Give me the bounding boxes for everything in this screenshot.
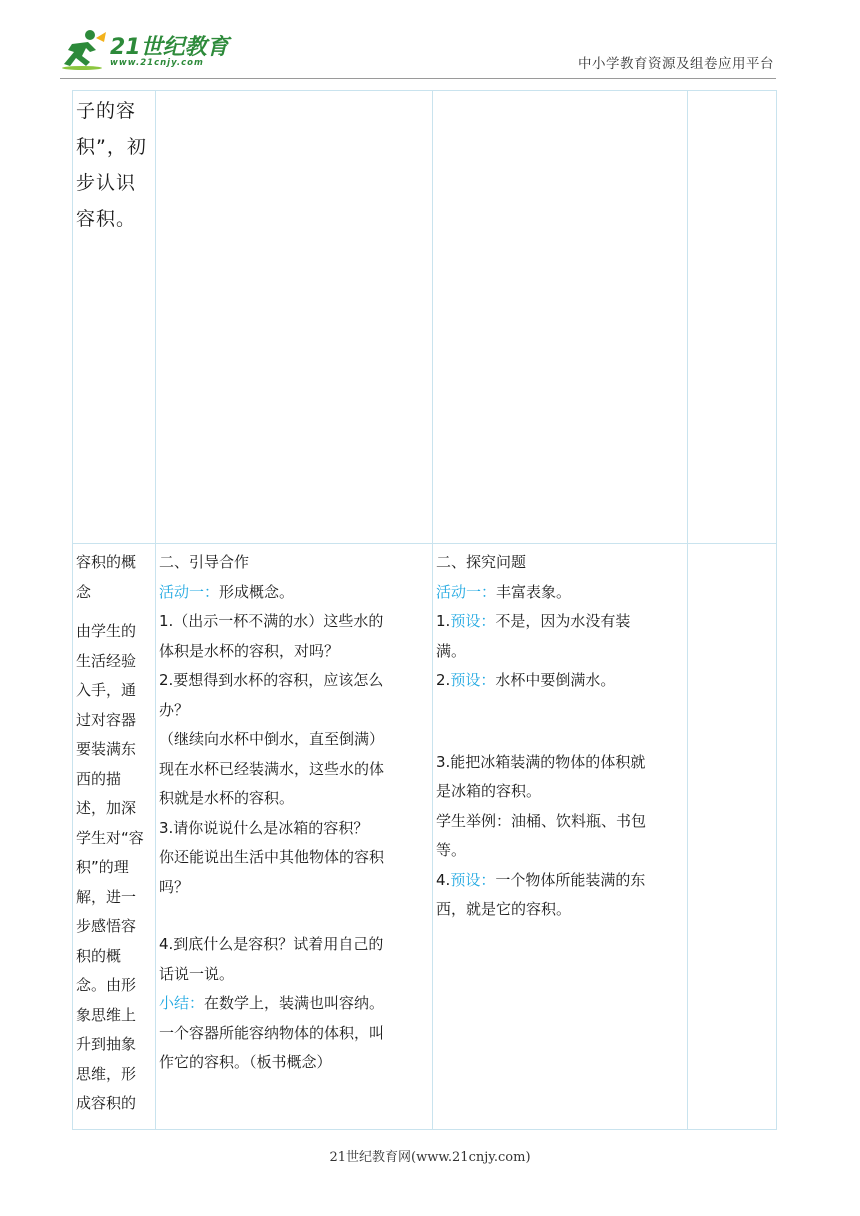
- text-line: 述，加深: [76, 799, 137, 817]
- table-row: [73, 544, 777, 1130]
- summary-label: 小结：: [159, 994, 205, 1012]
- lesson-table: [72, 90, 777, 1130]
- row1-col1-cell: [73, 91, 156, 544]
- preset-label: 预设：: [450, 671, 496, 689]
- text-line: 子的容: [76, 100, 137, 122]
- text-line: 现在水杯已经装满水，这些水的体: [159, 759, 385, 778]
- text-line: 容积。: [76, 208, 137, 230]
- row2-col2-cell: [156, 544, 433, 1130]
- text-line: 1.（出示一杯不满的水）这些水的: [159, 612, 384, 630]
- text-line: 满。: [436, 641, 467, 660]
- row1-col2-cell: [156, 91, 433, 544]
- header-divider: [60, 78, 776, 79]
- text-line: 办？: [159, 700, 190, 719]
- activity-text: 形成概念。: [219, 582, 295, 601]
- text-line: 学生对“容: [76, 828, 144, 847]
- text-line: 话说一说。: [159, 964, 235, 983]
- text-line: 你还能说出生活中其他物体的容积: [159, 848, 385, 866]
- text-line: 4.到底什么是容积？试着用自己的: [159, 935, 384, 953]
- text-line: 象思维上: [76, 1005, 137, 1024]
- activity-label: 活动一：: [436, 582, 497, 601]
- text-line: 成容积的: [76, 1094, 137, 1112]
- answer-number: 4.: [436, 870, 451, 889]
- answer-number: 2.: [436, 671, 451, 689]
- logo: [60, 28, 240, 76]
- text-line: 2.要想得到水杯的容积，应该怎么: [159, 671, 384, 689]
- answer-text: 一个物体所能装满的东: [495, 870, 646, 889]
- activity-label: 活动一：: [159, 582, 220, 601]
- text-line: 念。由形: [76, 976, 137, 994]
- preset-label: 预设：: [450, 870, 496, 889]
- text-line: （继续向水杯中倒水，直至倒满）: [159, 730, 385, 748]
- text-line: 步感悟容: [76, 917, 137, 935]
- table-row: [73, 91, 777, 544]
- text-line: 吗？: [159, 877, 190, 896]
- page-footer: 21世纪教育网(www.21cnjy.com): [329, 1150, 531, 1165]
- text-line: 积就是水杯的容积。: [159, 789, 295, 807]
- answer-line: [436, 666, 684, 696]
- answer-line: [436, 607, 684, 637]
- answer-number: 1.: [436, 612, 451, 630]
- text-line: 生活经验: [76, 651, 137, 670]
- section-heading: 二、引导合作: [159, 553, 250, 571]
- page-header: [0, 0, 860, 90]
- text-line: 是冰箱的容积。: [436, 782, 542, 800]
- text-line: 过对容器: [76, 710, 137, 729]
- answer-line: [436, 866, 684, 896]
- text-line: 西的描: [76, 769, 122, 788]
- text-line: 解，进一: [76, 887, 137, 906]
- answer-text: 水杯中要倒满水。: [495, 671, 616, 689]
- text-line: 3.能把冰箱装满的物体的体积就: [436, 752, 646, 771]
- runner-logo-icon: [60, 28, 108, 70]
- preset-label: 预设：: [450, 612, 496, 630]
- row1-col3-cell: [433, 91, 688, 544]
- text-line: 学生举例：油桶、饮料瓶、书包: [436, 811, 647, 830]
- platform-title: 中小学教育资源及组卷应用平台: [578, 56, 774, 72]
- section-heading: 二、探究问题: [436, 553, 527, 571]
- text-line: 体积是水杯的容积，对吗？: [159, 641, 340, 660]
- activity-line: [159, 578, 429, 608]
- logo-text: 21世纪教育: [110, 35, 229, 60]
- text-line: 作它的容积。（板书概念）: [159, 1053, 332, 1071]
- text-line: 一个容器所能容纳物体的体积，叫: [159, 1023, 385, 1042]
- row2-col1-cell: [73, 544, 156, 1130]
- text-line: 等。: [436, 841, 467, 859]
- text-line: 积”的理: [76, 858, 129, 876]
- row2-col3-cell: [433, 544, 688, 1130]
- answer-text: 不是，因为水没有装: [495, 612, 631, 630]
- text-line: 升到抽象: [76, 1035, 137, 1053]
- text-line: 由学生的: [76, 622, 137, 640]
- text-line: 要装满东: [76, 740, 137, 758]
- text-line: 入手，通: [76, 681, 137, 699]
- text-line: 念: [76, 582, 92, 601]
- text-line: 积”，初: [76, 136, 147, 158]
- text-line: 西，就是它的容积。: [436, 900, 572, 918]
- text-line: 步认识: [76, 172, 137, 194]
- text-line: 3.请你说说什么是冰箱的容积？: [159, 818, 369, 837]
- activity-text: 丰富表象。: [496, 582, 572, 601]
- row2-col4-cell: [688, 544, 777, 1130]
- text-line: 积的概: [76, 946, 122, 965]
- text-line: 容积的概: [76, 553, 137, 571]
- text-line: 思维，形: [76, 1064, 137, 1083]
- summary-line: [159, 989, 429, 1019]
- activity-line: [436, 578, 684, 608]
- summary-text: 在数学上，装满也叫容纳。: [204, 994, 385, 1012]
- row1-col4-cell: [688, 91, 777, 544]
- logo-url: www.21cnjy.com: [110, 58, 204, 68]
